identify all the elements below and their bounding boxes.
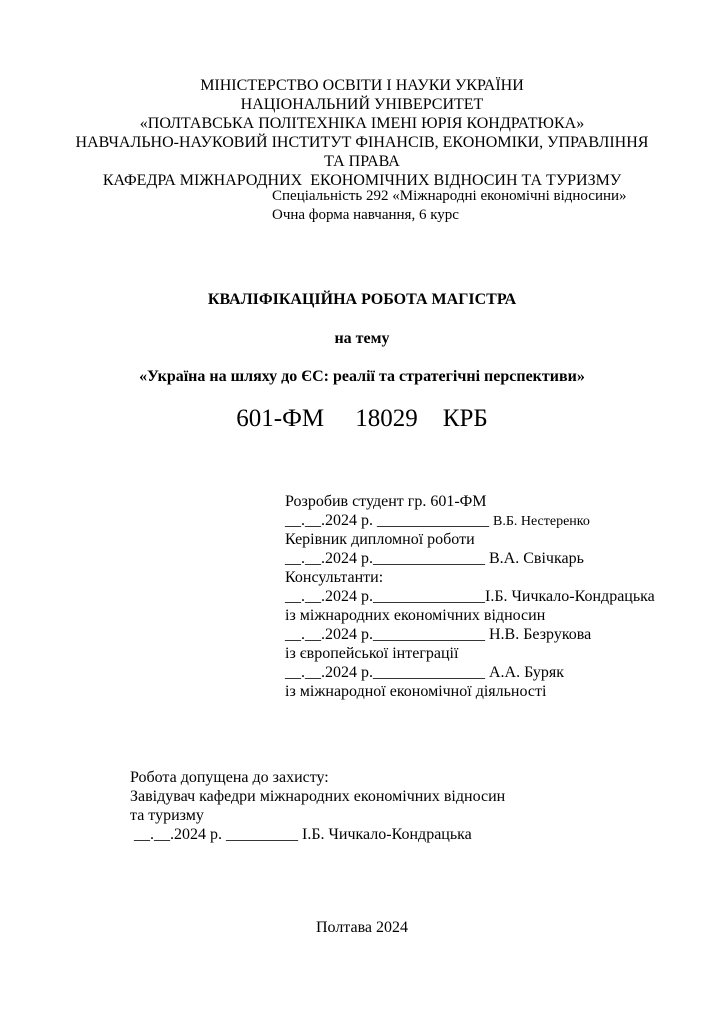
institute-line: НАВЧАЛЬНО-НАУКОВИЙ ІНСТИТУТ ФІНАНСІВ, ЕКОНОМІКИ, УПРАВЛІННЯ bbox=[75, 134, 649, 151]
university-name-line: «ПОЛТАВСЬКА ПОЛІТЕХНІКА ІМЕНІ ЮРІЯ КОНДРАТЮКА» bbox=[139, 115, 585, 132]
study-form-line: Очна форма навчання, 6 курс bbox=[272, 207, 459, 223]
signature-line: із міжнародної економічної діяльності bbox=[285, 683, 547, 700]
thesis-code: 601-ФМ 18029 КРБ bbox=[236, 405, 488, 432]
ministry-line: МІНІСТЕРСТВО ОСВІТИ І НАУКИ УКРАЇНИ bbox=[200, 77, 524, 94]
thesis-topic: «Україна на шляху до ЄС: реалії та стратегічні перспективи» bbox=[139, 368, 585, 385]
institute-line-2: ТА ПРАВА bbox=[324, 153, 400, 170]
admission-line: __.__.2024 р. _________ І.Б. Чичкало-Кондрацька bbox=[130, 826, 472, 843]
signature-line: Розробив студент гр. 601-ФМ bbox=[285, 493, 487, 510]
signature-line bbox=[285, 511, 590, 531]
signature-line: із європейської інтеграції bbox=[285, 645, 459, 662]
admission-line: Завідувач кафедри міжнародних економічних відносин bbox=[130, 788, 506, 805]
signature-line: __.__.2024 р.______________ Н.В. Безрукова bbox=[285, 626, 592, 643]
department-line: КАФЕДРА МІЖНАРОДНИХ ЕКОНОМІЧНИХ ВІДНОСИН ТА ТУРИЗМУ bbox=[102, 172, 622, 189]
city-year: Полтава 2024 bbox=[315, 919, 409, 936]
signature-line: із міжнародних економічних відносин bbox=[285, 607, 546, 624]
signature-line: __.__.2024 р.______________ В.А. Свічкарь bbox=[285, 550, 584, 567]
date-line: __.__.2024 р. ______________ bbox=[285, 512, 493, 529]
university-line: НАЦІОНАЛЬНИЙ УНІВЕРСИТЕТ bbox=[240, 96, 484, 113]
signature-line: Керівник дипломної роботи bbox=[285, 531, 475, 548]
signature-line: __.__.2024 р.______________ А.А. Буряк bbox=[285, 664, 565, 681]
on-topic-label: на тему bbox=[334, 330, 390, 347]
signature-line: Консультанти: bbox=[285, 569, 384, 586]
signature-line: __.__.2024 р.______________І.Б. Чичкало-Кондрацька bbox=[285, 588, 655, 605]
student-name: В.Б. Нестеренко bbox=[493, 514, 590, 529]
admission-line: та туризму bbox=[130, 807, 204, 824]
admission-line: Робота допущена до захисту: bbox=[130, 769, 329, 786]
specialty-line: Спеціальність 292 «Міжнародні економічні відносини» bbox=[272, 188, 627, 204]
work-type-title: КВАЛІФІКАЦІЙНА РОБОТА МАГІСТРА bbox=[207, 291, 517, 308]
